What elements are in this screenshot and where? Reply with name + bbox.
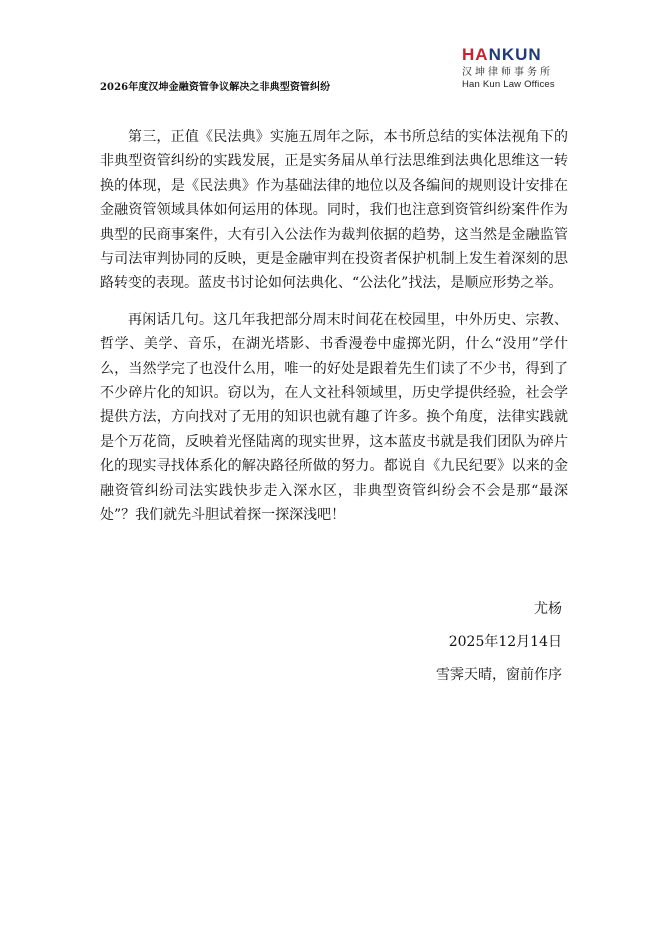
logo-wordmark-accent: HA <box>462 45 489 64</box>
paragraph: 再闲话几句。这几年我把部分周末时间花在校园里，中外历史、宗教、哲学、美学、音乐，在湖光塔影、书香漫卷中虚掷光阴，什么“没用”学什么，当然学完了也没什么用，唯一的好处是跟着先生们读了不少书，得到了不少碎片化的知识。窃以为，在人文社科领域里，历史学提供经验，社会学提供方法，方向找对了无用的知识也就有趣了许多。换个角度，法律实践就是个万花筒，反映着光怪陆离的现实世界，这本蓝皮书就是我们团队为碎片化的现实寻找体系化的解决路径所做的努力。都说自《九民纪要》以来的金融资管纠纷司法实践快步走入深水区，非典型资管纠纷会不会是那“最深处”？我们就先斗胆试着探一探深浅吧！ <box>100 311 568 524</box>
body-text <box>100 125 568 540</box>
signature-name: 尤杨 <box>534 601 562 617</box>
signature-note: 雪霁天晴，窗前作序 <box>436 667 562 683</box>
signature-date: 2025年12月14日 <box>448 634 562 650</box>
document-header-title: 2026年度汉坤金融资管争议解决之非典型资管纠纷 <box>100 82 331 93</box>
logo-chinese-name: 汉坤律师事务所 <box>462 67 553 78</box>
logo-wordmark-rest: NKUN <box>488 45 542 64</box>
paragraph: 第三，正值《民法典》实施五周年之际，本书所总结的实体法视角下的非典型资管纠纷的实践发展，正是实务届从单行法思维到法典化思维这一转换的体现，是《民法典》作为基础法律的地位以及各编间的规则设计安排在金融资管领域具体如何运用的体现。同时，我们也注意到资管纠纷案件作为典型的民商事案件，大有引入公法作为裁判依据的趋势，这当然是金融监管与司法审判协同的反映，更是金融审判在投资者保护机制上发生着深刻的思路转变的表现。蓝皮书讨论如何法典化、“公法化”找法，是顺应形势之举。 <box>100 129 568 292</box>
firm-logo <box>462 46 572 91</box>
logo-english-name: Han Kun Law Offices <box>462 79 555 90</box>
logo-wordmark <box>462 46 572 64</box>
